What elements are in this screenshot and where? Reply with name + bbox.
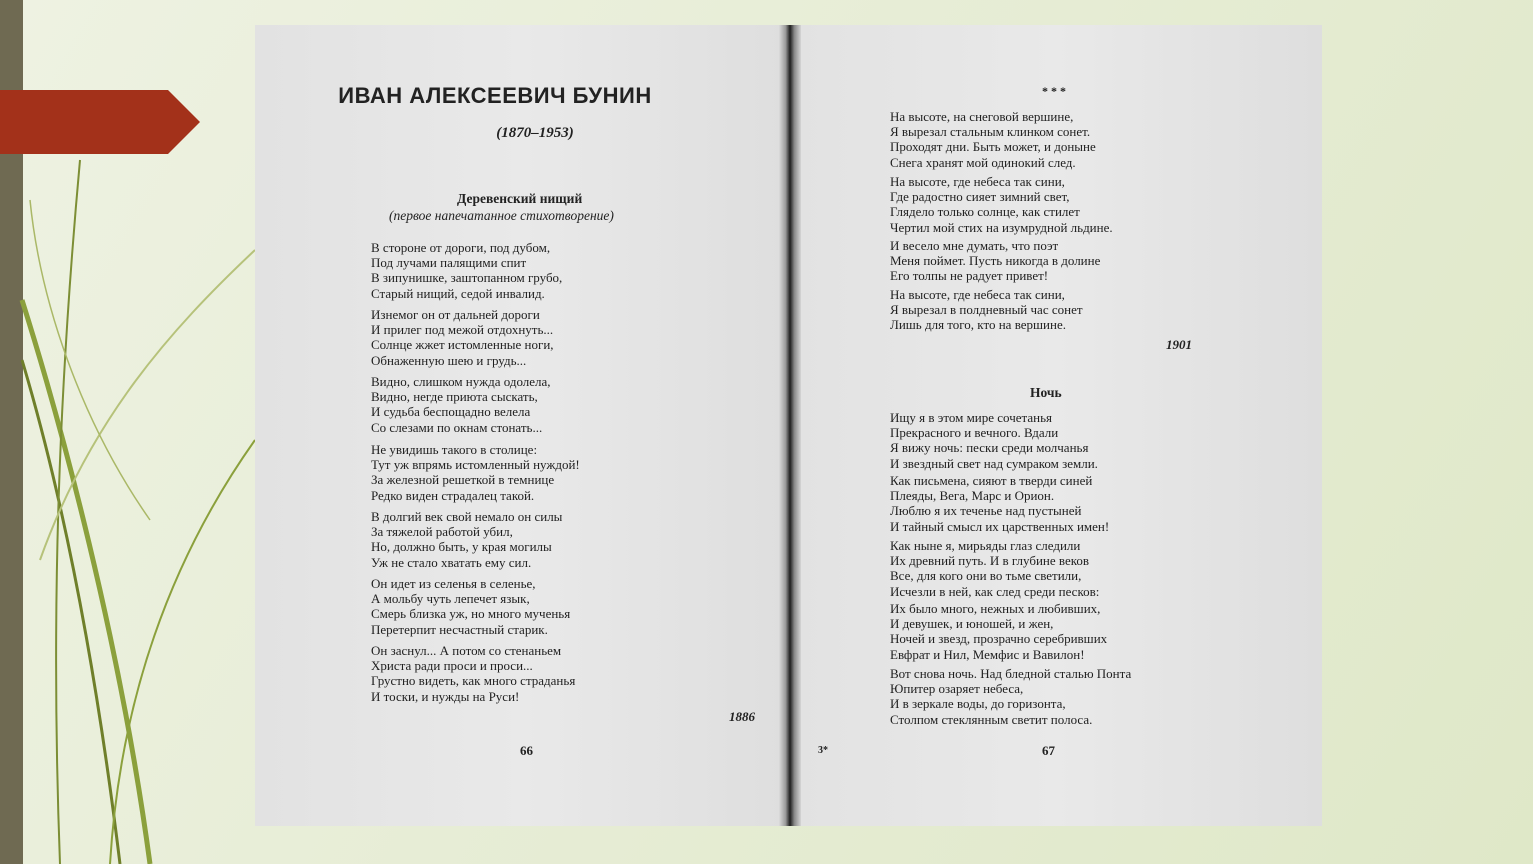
- stanza: На высоте, где небеса так сини, Я вырезал в полдневный час сонет Лишь для того, кто на вершине.: [890, 287, 1083, 333]
- stanza: На высоте, где небеса так сини, Где радостно сияет зимний свет, Глядело только солнце, как стилет Чертил мой стих на изумрудной льдине.: [890, 174, 1113, 235]
- stanza: Не увидишь такого в столице: Тут уж впрямь истомленный нуждой! За железной решеткой в темнице Редко виден страдалец такой.: [371, 442, 580, 503]
- stanza: Изнемог он от дальней дороги И прилег под межой отдохнуть... Солнце жжет истомленные ноги, Обнаженную шею и грудь...: [371, 307, 554, 368]
- stanza: В стороне от дороги, под дубом, Под лучами палящими спит В зипунишке, заштопанном грубо, Старый нищий, седой инвалид.: [371, 240, 563, 301]
- page-number: 66: [520, 743, 533, 758]
- poem-subtitle: (первое напечатанное стихотворение): [389, 208, 614, 223]
- left-page: [255, 25, 790, 826]
- poem-year: 1901: [1166, 337, 1192, 352]
- stanza: Он заснул... А потом со стенаньем Христа ради проси и проси... Грустно видеть, как много страданья И тоски, и нужды на Руси!: [371, 643, 576, 704]
- book-spine: [779, 25, 801, 826]
- author-title: ИВАН АЛЕКСЕЕВИЧ БУНИН: [338, 83, 652, 108]
- stanza: Ищу я в этом мире сочетанья Прекрасного и вечного. Вдали Я вижу ночь: пески среди молчанья И звездный свет над сумраком земли.: [890, 410, 1098, 471]
- stanza: Как ныне я, мирьяды глаз следили Их древний путь. И в глубине веков Все, для кого они во тьме светили, Исчезли в ней, как след среди песков:: [890, 538, 1100, 599]
- stanza: На высоте, на снеговой вершине, Я вырезал стальным клинком сонет. Проходят дни. Быть может, и доныне Снега хранят мой одинокий след.: [890, 109, 1096, 170]
- right-page: [790, 25, 1322, 826]
- stanza: И весело мне думать, что поэт Меня поймет. Пусть никогда в долине Его толпы не радует привет!: [890, 238, 1101, 284]
- poem-year: 1886: [729, 709, 755, 724]
- author-years: (1870–1953): [496, 125, 574, 141]
- stanza: Вот снова ночь. Над бледной сталью Понта Юпитер озаряет небеса, И в зеркале воды, до горизонта, Столпом стеклянным светит полоса.: [890, 666, 1132, 727]
- book-scan: [255, 25, 1322, 826]
- stanza: В долгий век свой немало он силы За тяжелой работой убил, Но, должно быть, у края могилы Уж не стало хватать ему сил.: [371, 509, 563, 570]
- stanza: Видно, слишком нужда одолела, Видно, негде приюта сыскать, И судьба беспощадно велела Со слезами по окнам стонать...: [371, 374, 551, 435]
- red-arrow-banner: [0, 90, 200, 154]
- stanza: Как письмена, сияют в тверди синей Плеяды, Вега, Марс и Орион. Люблю я их теченье над пустыней И тайный смысл их царственных имен!: [890, 473, 1110, 534]
- poem-title: Деревенский нищий: [457, 191, 583, 206]
- page-number: 67: [1042, 743, 1055, 758]
- poem-title: Ночь: [1030, 385, 1062, 400]
- stanza: Он идет из селенья в селенье, А мольбу чуть лепечет язык, Смерь близка уж, но много мученья Перетерпит несчастный старик.: [371, 576, 571, 637]
- stanza: Их было много, нежных и любивших, И девушек, и юношей, и жен, Ночей и звезд, прозрачно серебривших Евфрат и Нил, Мемфис и Вавилон!: [890, 601, 1108, 662]
- signature-mark: 3*: [818, 745, 828, 756]
- stars-divider: ***: [1042, 84, 1069, 98]
